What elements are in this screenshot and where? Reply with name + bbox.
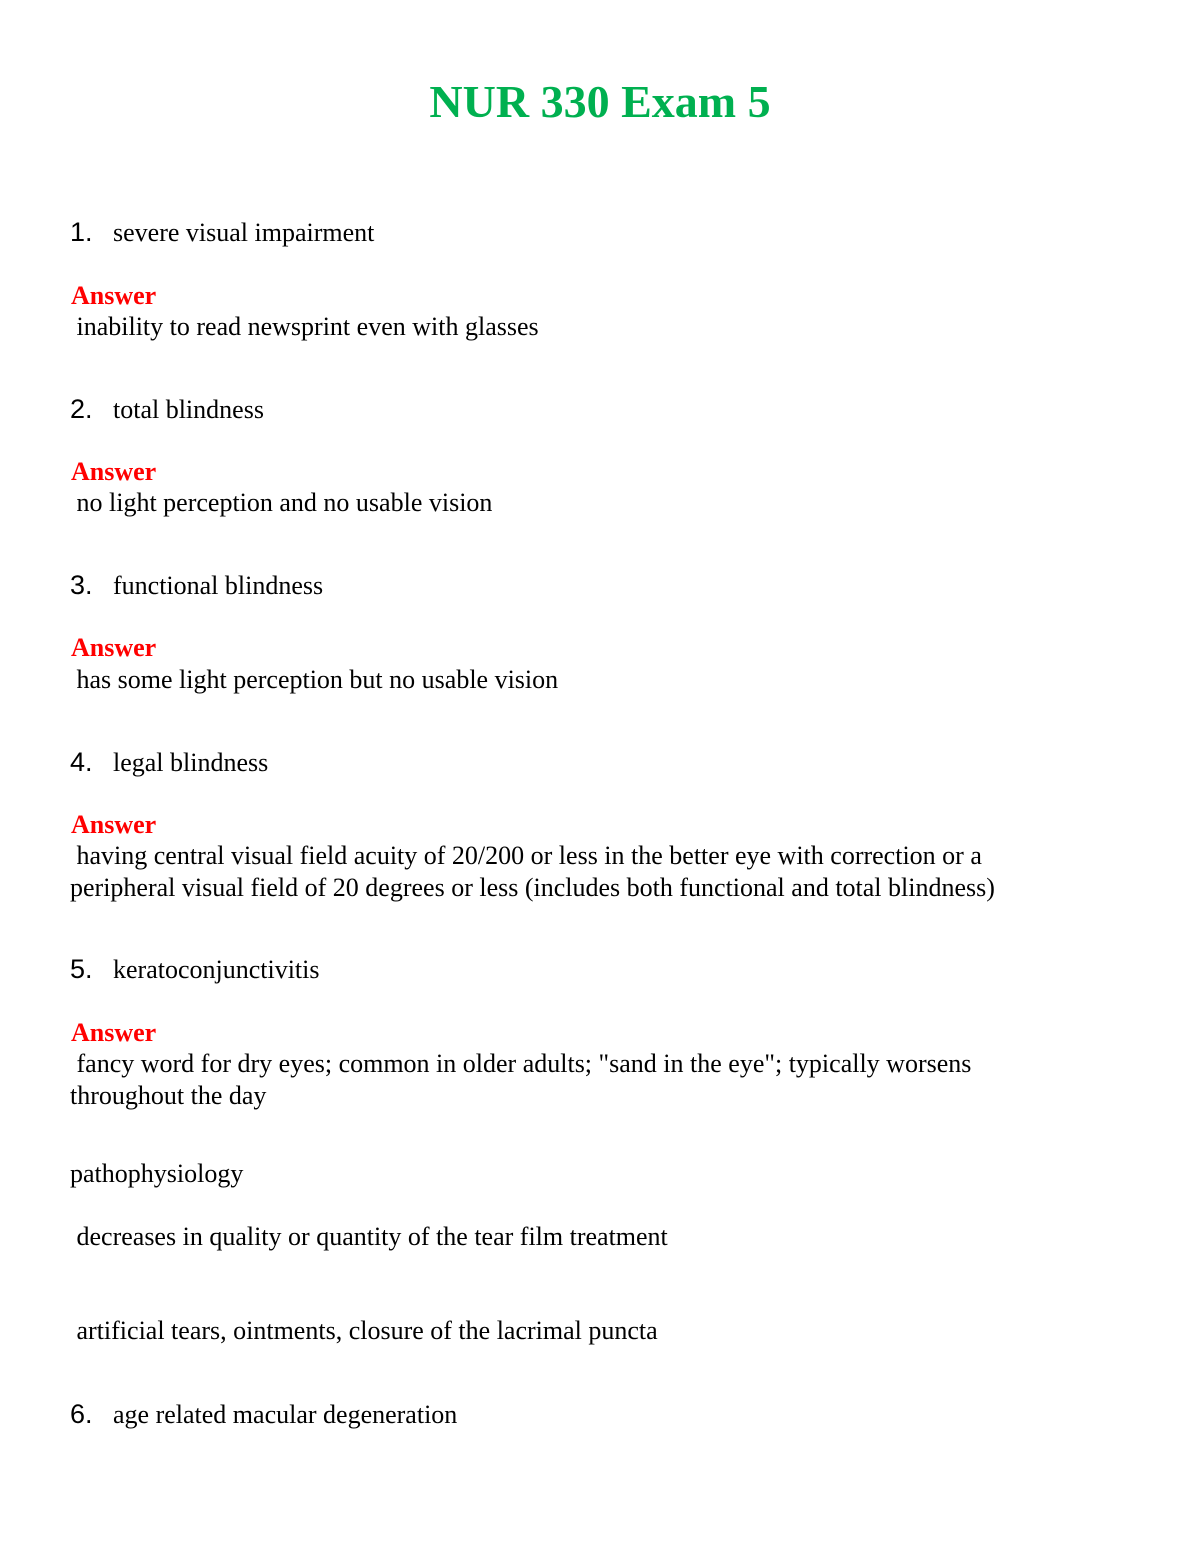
question-number: 3.	[70, 570, 93, 600]
answer-label: Answer	[71, 633, 157, 662]
answer-text: fancy word for dry eyes; common in older adults; "sand in the eye"; typically worsens throughout the day	[70, 1049, 972, 1110]
question-number: 1.	[70, 217, 93, 247]
question-6	[70, 1398, 457, 1431]
answer-label: Answer	[71, 1018, 157, 1047]
question-text: severe visual impairment	[113, 218, 375, 247]
question-2	[70, 393, 264, 426]
answer-label: Answer	[71, 457, 157, 486]
answer-label: Answer	[71, 281, 157, 310]
question-text: keratoconjunctivitis	[113, 955, 320, 984]
question-number: 2.	[70, 394, 93, 424]
pathophysiology-text: decreases in quality or quantity of the tear film treatment	[70, 1222, 668, 1251]
answer-text: inability to read newsprint even with glasses	[70, 312, 539, 341]
question-text: total blindness	[113, 395, 264, 424]
treatment-text: artificial tears, ointments, closure of the lacrimal puncta	[70, 1316, 658, 1345]
answer-text: has some light perception but no usable vision	[70, 665, 559, 694]
document-title: NUR 330 Exam 5	[429, 76, 771, 127]
answer-label: Answer	[71, 810, 157, 839]
question-3	[70, 569, 323, 602]
question-number: 4.	[70, 747, 93, 777]
question-text: functional blindness	[113, 571, 324, 600]
pathophysiology-heading: pathophysiology	[70, 1159, 244, 1188]
question-5	[70, 953, 320, 986]
question-number: 6.	[70, 1399, 93, 1429]
answer-text: having central visual field acuity of 20/200 or less in the better eye with correction or a peripheral visual field of 20 degrees or less (includes both functional and total blindness)	[70, 841, 995, 902]
question-number: 5.	[70, 954, 93, 984]
answer-text: no light perception and no usable vision	[70, 488, 493, 517]
question-text: legal blindness	[113, 748, 269, 777]
question-text: age related macular degeneration	[113, 1400, 458, 1429]
question-1	[70, 216, 374, 249]
question-4	[70, 746, 268, 779]
